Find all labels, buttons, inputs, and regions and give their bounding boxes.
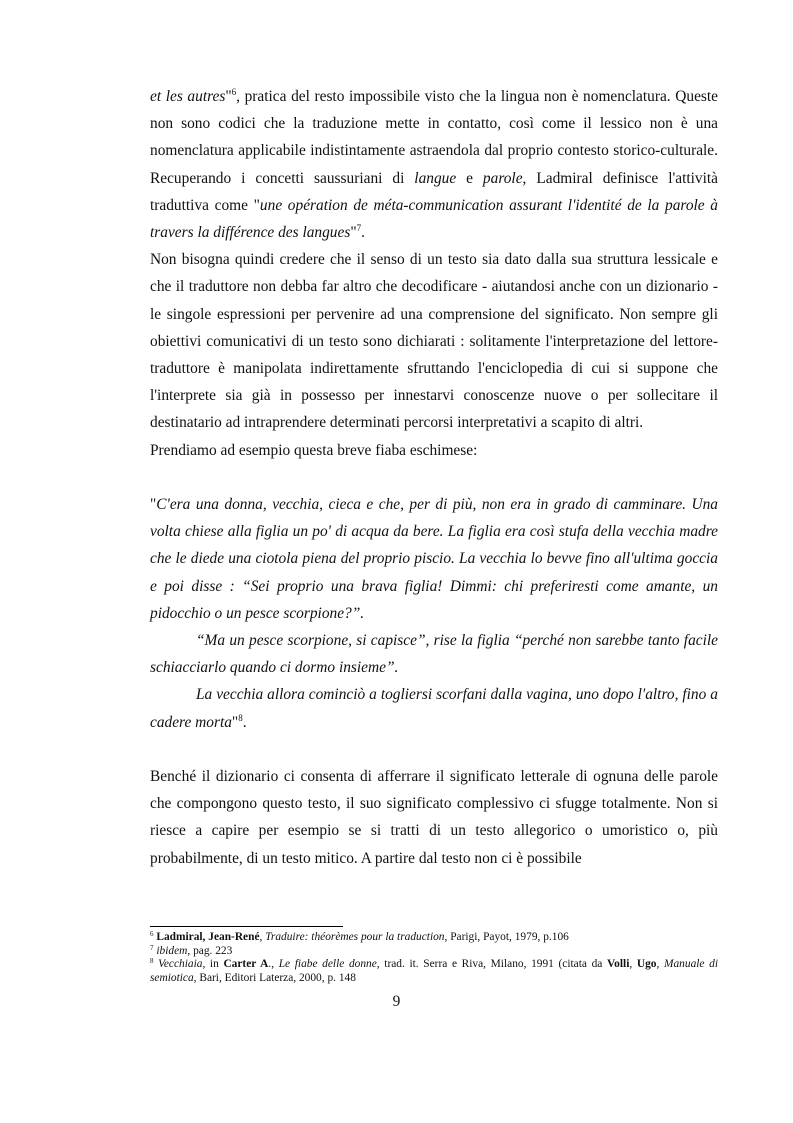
footnote-ref-8: 8 bbox=[238, 712, 243, 723]
page-number: 9 bbox=[392, 993, 401, 1010]
footnote-6: $^6$ Ladmiral, Jean-René, Traduire: théorèmes pour la traduction, Parigi, Payot, 1979, p.106 bbox=[150, 930, 569, 943]
footnote-8: $^8$ Vecchiaia, in Carter A., Le fiabe delle donne, trad. it. Serra e Riva, Milano, 1991 (citata da Volli, Ugo, Manuale di semiotica, Bari, Editori Laterza, 2000, p. 148 bbox=[150, 957, 718, 984]
paragraph-4: Benché il dizionario ci consenta di afferrare il significato letterale di ognuna delle parole che compongono questo testo, il suo significato complessivo ci sfugge totalmente. Non si riesce a capire per esempio se si tratti di un testo allegorico o umoristico o, più probabilmente, di un testo mitico. A partire dal testo non ci è possibile bbox=[150, 768, 718, 867]
footnote-ref-7: 7 bbox=[356, 223, 362, 234]
page-body bbox=[150, 83, 718, 872]
paragraph-1: et les autres"$^6$, pratica del resto impossibile visto che la lingua non è nomenclatura. Queste non sono codici che la traduzione mette in contatto, così come il lessico non è una nomenclatura applicabile indistintamente astraendola dal proprio contesto storico-culturale. Recuperando i concetti saussuriani di langue e parole, Ladmiral definisce l'attività traduttiva come "une opération de méta-communication assurant l'identité de la parole à travers la différence des langues"$^7$. bbox=[150, 87, 718, 242]
quote-paragraph-2: “Ma un pesce scorpione, si capisce”, rise la figlia “perché non sarebbe tanto facile schiacciarlo quando ci dormo insieme”. bbox=[150, 632, 718, 677]
paragraph-2: Non bisogna quindi credere che il senso di un testo sia dato dalla sua struttura lessicale e che il traduttore non debba far altro che decodificare - aiutandosi anche con un dizionario - le singole espressioni per pervenire ad una comprensione del significato. Non sempre gli obiettivi comunicativi di un testo sono dichiarati : solitamente l'interpretazione del lettore-traduttore è manipolata indirettamente sfruttando l'enciclopedia di cui si suppone che l'interprete sia già in possesso per innestarvi conoscenze nuove o per sollecitare il destinatario ad intraprendere determinati percorsi interpretativi a scapito di altri. bbox=[150, 251, 718, 432]
footnote-7: $^7$ ibidem, pag. 223 bbox=[150, 943, 233, 957]
paragraph-3: Prendiamo ad esempio questa breve fiaba eschimese: bbox=[150, 441, 478, 459]
quote-paragraph-3: La vecchia allora cominciò a togliersi scorfani dalla vagina, uno dopo l'altro, fino a cadere morta"$^8$. bbox=[150, 686, 718, 731]
footnote-divider bbox=[150, 926, 343, 927]
footnotes bbox=[150, 931, 718, 985]
quote-paragraph-1: "C'era una donna, vecchia, cieca e che, per di più, non era in grado di camminare. Una volta chiese alla figlia un po' di acqua da bere. La figlia era così stufa della vecchia madre che le diede una ciotola piena del proprio piscio. La vecchia lo bevve fino all'ultima goccia e poi disse : “Sei proprio una brava figlia! Dimmi: chi preferiresti come amante, un pidocchio o un pesce scorpione?”. bbox=[150, 496, 718, 622]
footnote-ref-6: 6 bbox=[231, 87, 237, 97]
